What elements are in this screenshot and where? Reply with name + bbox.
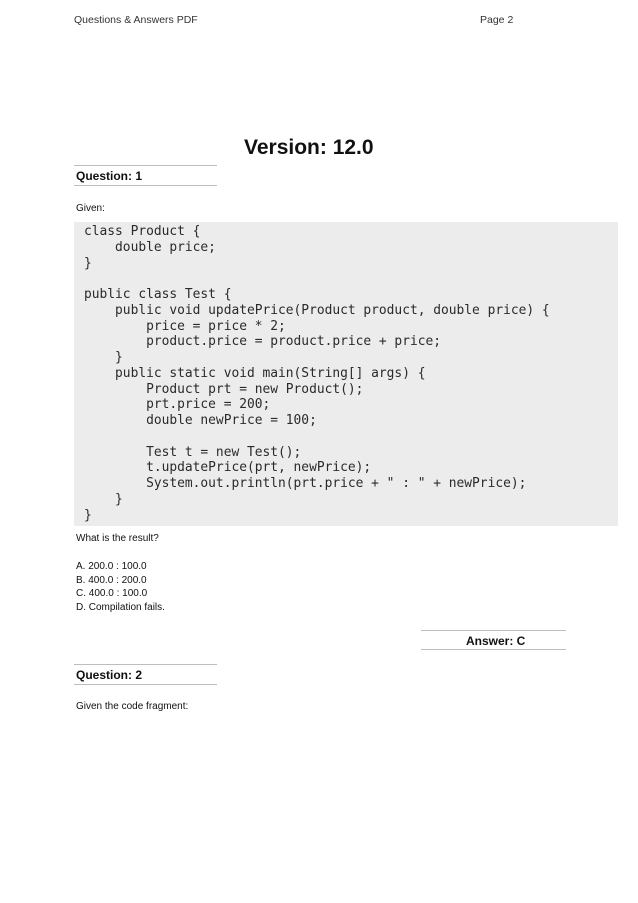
question-1-bottom-rule	[74, 185, 217, 186]
option-a: A. 200.0 : 100.0	[76, 561, 147, 572]
header-page-number: Page 2	[480, 14, 514, 26]
header-doc-title: Questions & Answers PDF	[74, 14, 198, 26]
answer-top-rule	[421, 630, 566, 631]
version-title: Version: 12.0	[244, 136, 374, 159]
question-2-label: Question: 2	[76, 668, 143, 682]
question-2-bottom-rule	[74, 684, 217, 685]
question-1-options	[76, 560, 165, 614]
question-1-code: class Product { double price; } public class Test { public void updatePrice(Product product, double price) { price = price * 2; product.price = product.price + price; } public static void main(String[] args) { Product prt = new Product(); prt.price = 200; double newPrice = 100; Test t = new Test(); t.updatePrice(prt, newPrice); System.out.println(prt.price + " : " + newPrice); } }	[84, 224, 550, 523]
answer-bottom-rule	[421, 649, 566, 650]
question-2-top-rule	[74, 664, 217, 665]
question-1-given: Given:	[76, 203, 105, 214]
option-b: B. 400.0 : 200.0	[76, 574, 147, 586]
question-1-label: Question: 1	[76, 169, 143, 183]
option-d: D. Compilation fails.	[76, 601, 165, 613]
question-2-given: Given the code fragment:	[76, 701, 189, 712]
option-c: C. 400.0 : 100.0	[76, 588, 148, 599]
question-1-code-image	[74, 222, 618, 526]
question-1-top-rule	[74, 165, 217, 166]
answer-label: Answer: C	[466, 634, 526, 648]
question-1-prompt: What is the result?	[76, 533, 159, 544]
